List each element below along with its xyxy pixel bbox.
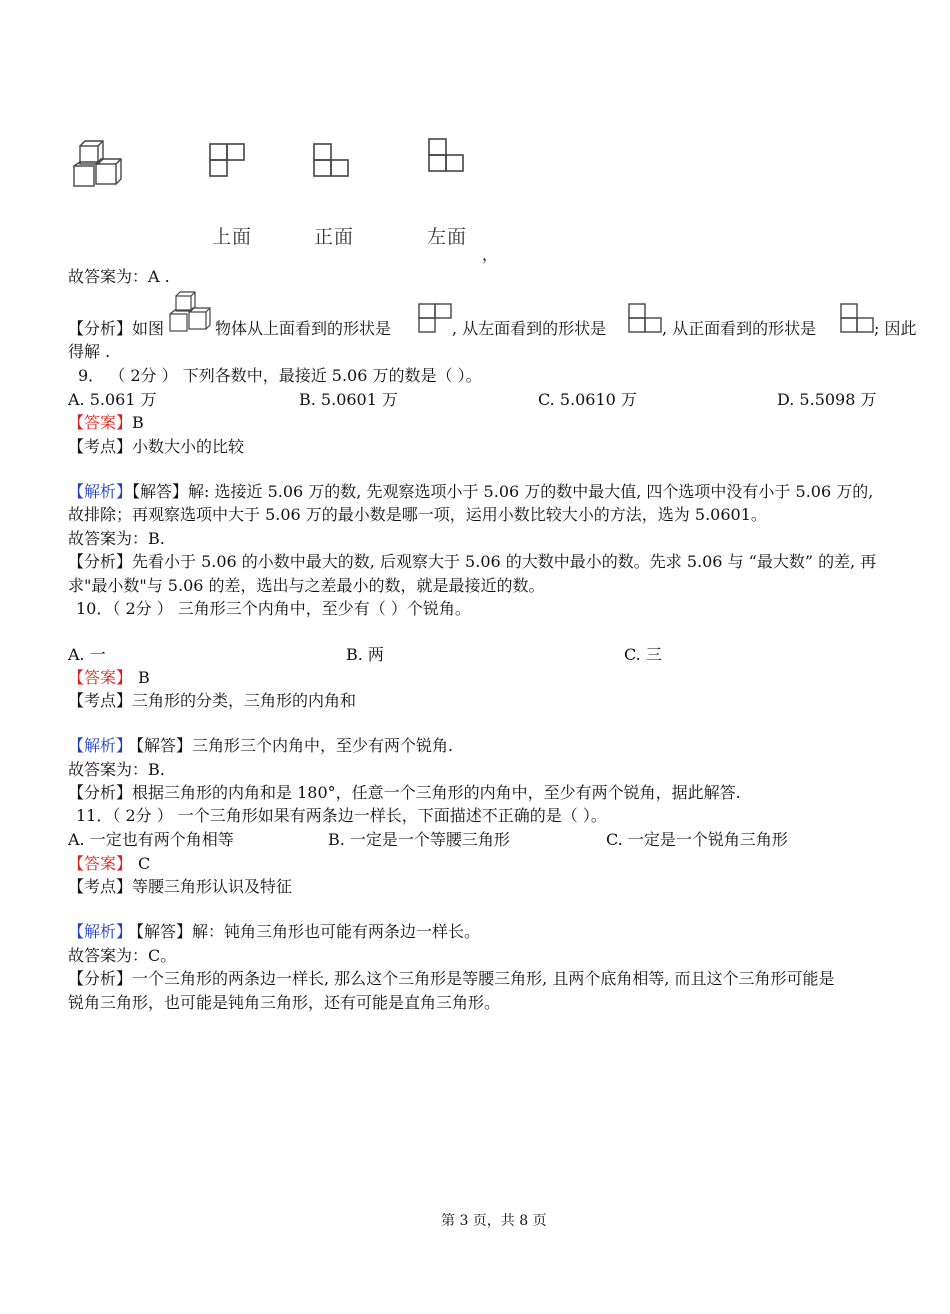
top-view-icon xyxy=(209,143,245,177)
q10-stem: 10．（ 2分 ） 三角形三个内角中，至少有（ ）个锐角。 xyxy=(76,599,471,618)
front-view-icon xyxy=(313,143,349,177)
q10-final-answer: 故答案为：B. xyxy=(68,760,165,779)
q8-analysis-mid3: , 从正面看到的形状是 xyxy=(662,319,817,338)
q10-fenxi-1: 【分析】根据三角形的内角和是 180°，任意一个三角形的内角中，至少有两个锐角，据此解答. xyxy=(68,783,741,802)
q11-jiexi-tag: 【解析】 xyxy=(68,922,133,941)
q9-jiexi-2: 故排除；再观察选项中大于 5.06 万的最小数是哪一项，运用小数比较大小的方法，选为 5.0601。 xyxy=(68,505,767,524)
front-view-small-icon xyxy=(840,303,874,333)
q11-option-b: B. 一定是一个等腰三角形 xyxy=(328,830,510,849)
q10-kaodian: 【考点】三角形的分类，三角形的内角和 xyxy=(68,691,357,710)
top-view-small-icon xyxy=(418,303,452,333)
q9-option-d: D. 5.5098 万 xyxy=(777,390,877,409)
q11-kaodian: 【考点】等腰三角形认识及特征 xyxy=(68,877,293,896)
q9-kaodian: 【考点】小数大小的比较 xyxy=(68,437,245,456)
q9-option-b: B. 5.0601 万 xyxy=(299,390,399,409)
left-view-icon xyxy=(428,138,464,172)
q10-jiexi-tag: 【解析】 xyxy=(68,736,133,755)
q8-answer-line: 故答案为：A . xyxy=(68,267,170,286)
q10-answer: B xyxy=(138,668,150,687)
q9-fenxi-2: 求"最小数"与 5.06 的差，选出与之差最小的数，就是最接近的数。 xyxy=(68,576,545,595)
q11-answer: C xyxy=(138,854,151,873)
q10-option-c: C. 三 xyxy=(624,645,662,664)
q9-stem: 9． （ 2分 ） 下列各数中，最接近 5.06 万的数是（ ）。 xyxy=(78,366,482,385)
left-view-small-icon xyxy=(628,303,662,333)
q9-jiexi-tag: 【解析】 xyxy=(68,482,133,501)
q9-answer: B xyxy=(132,413,144,432)
q11-fenxi-2: 锐角三角形，也可能是钝角三角形，还有可能是直角三角形。 xyxy=(68,993,501,1012)
q9-jiexi-1: 【解答】解: 选接近 5.06 万的数, 先观察选项小于 5.06 万的数中最大值, 四个选项中没有小于 5.06 万的, xyxy=(132,482,874,501)
q10-jiexi-1: 【解答】三角形三个内角中，至少有两个锐角. xyxy=(136,736,454,755)
q9-answer-tag: 【答案】 xyxy=(68,413,133,432)
q10-option-a: A. 一 xyxy=(68,645,106,664)
figure-comma: ， xyxy=(482,245,499,264)
q10-option-b: B. 两 xyxy=(346,645,384,664)
q11-final-answer: 故答案为：C。 xyxy=(68,946,177,965)
q8-analysis-end: ; 因此 xyxy=(874,319,917,338)
view-label-top: 上面 xyxy=(212,226,253,248)
q11-stem: 11．（ 2分 ） 一个三角形如果有两条边一样长，下面描述不正确的是（ ）。 xyxy=(76,806,607,825)
q8-analysis-line2: 得解 . xyxy=(68,342,111,361)
q11-fenxi-1: 【分析】一个三角形的两条边一样长, 那么这个三角形是等腰三角形, 且两个底角相等, 而且这个三角形可能是 xyxy=(68,969,835,988)
q11-option-c: C. 一定是一个锐角三角形 xyxy=(606,830,788,849)
cube-stack-small-icon xyxy=(167,290,215,334)
q9-fenxi-1: 【分析】先看小于 5.06 的小数中最大的数, 后观察大于 5.06 的大数中最小的数。先求 5.06 与 “最大数” 的差, 再 xyxy=(68,552,877,571)
q8-analysis-prefix: 【分析】如图 xyxy=(68,319,165,338)
q8-analysis-mid1: 物体从上面看到的形状是 xyxy=(215,319,392,338)
q11-option-a: A. 一定也有两个角相等 xyxy=(68,830,234,849)
cube-stack-icon xyxy=(70,138,126,190)
q9-final-answer: 故答案为：B. xyxy=(68,529,165,548)
q9-option-c: C. 5.0610 万 xyxy=(538,390,637,409)
view-label-front: 正面 xyxy=(314,226,355,248)
q11-jiexi-1: 【解答】解：钝角三角形也可能有两条边一样长。 xyxy=(136,922,481,941)
q9-option-a: A. 5.061 万 xyxy=(68,390,157,409)
q8-analysis-mid2: , 从左面看到的形状是 xyxy=(452,319,607,338)
view-label-left: 左面 xyxy=(427,226,468,248)
q11-answer-tag: 【答案】 xyxy=(68,854,133,873)
q10-answer-tag: 【答案】 xyxy=(68,668,133,687)
page-footer: 第 3 页，共 8 页 xyxy=(441,1213,547,1229)
